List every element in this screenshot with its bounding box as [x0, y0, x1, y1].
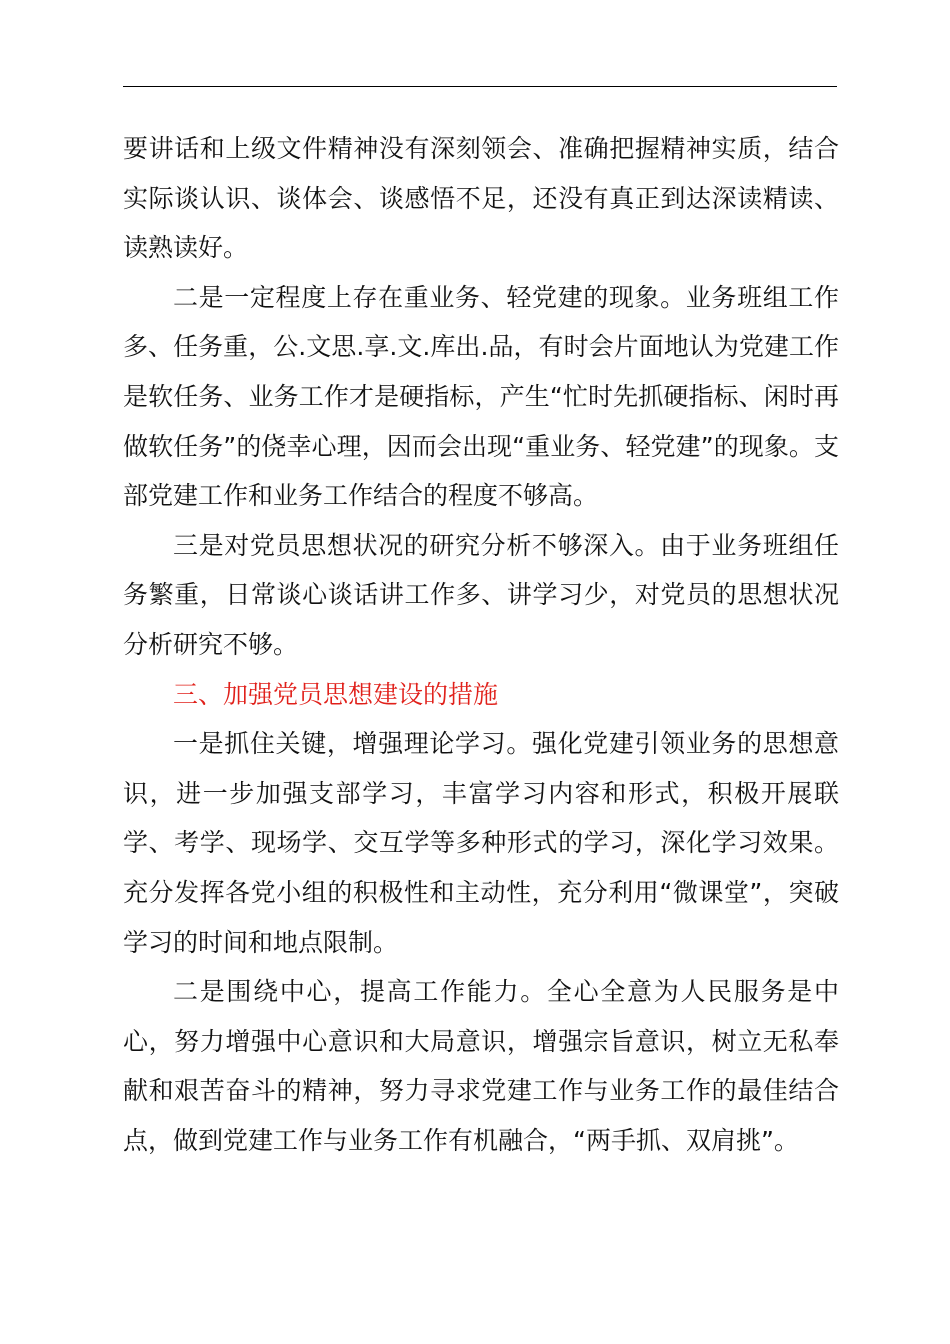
header-rule	[123, 86, 837, 87]
section-heading: 三、加强党员思想建设的措施	[173, 679, 499, 709]
paragraph-measure-one: 一是抓住关键，增强理论学习。强化党建引领业务的思想意识，进一步加强支部学习，丰富学习内容和形式，积极开展联学、考学、现场学、交互学等多种形式的学习，深化学习效果。充分发挥各党小组的积极性和主动性，充分利用“微课堂”，突破学习的时间和地点限制。	[123, 729, 839, 957]
paragraph-point-three: 三是对党员思想状况的研究分析不够深入。由于业务班组任务繁重，日常谈心谈话讲工作多、讲学习少，对党员的思想状况分析研究不够。	[123, 530, 839, 659]
paragraph-measure-two: 二是围绕中心，提高工作能力。全心全意为人民服务是中心，努力增强中心意识和大局意识，增强宗旨意识，树立无私奉献和艰苦奋斗的精神，努力寻求党建工作与业务工作的最佳结合点，做到党建工作与业务工作有机融合，“两手抓、双肩挑”。	[123, 977, 839, 1155]
paragraph-point-two: 二是一定程度上存在重业务、轻党建的现象。业务班组工作多、任务重，公.文思.享.文.库出.品，有时会片面地认为党建工作是软任务、业务工作才是硬指标，产生“忙时先抓硬指标、闲时再做软任务”的侥幸心理，因而会出现“重业务、轻党建”的现象。支部党建工作和业务工作结合的程度不够高。	[123, 282, 839, 511]
document-body	[123, 124, 839, 1165]
paragraph-continuation: 要讲话和上级文件精神没有深刻领会、准确把握精神实质，结合实际谈认识、谈体会、谈感悟不足，还没有真正到达深读精读、读熟读好。	[123, 134, 839, 263]
